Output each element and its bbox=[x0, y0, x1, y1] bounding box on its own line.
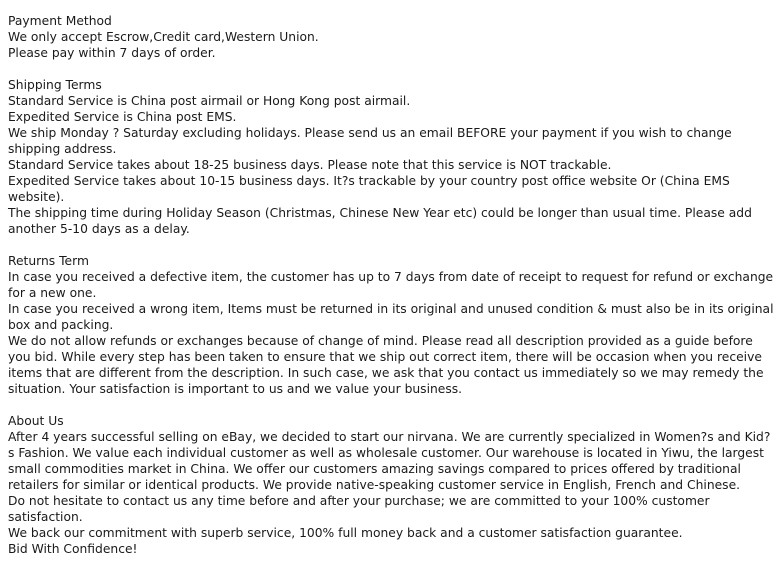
shipping-line: Standard Service takes about 18-25 business days. Please note that this service is NOT trackable. bbox=[8, 158, 612, 172]
payment-line: Please pay within 7 days of order. bbox=[8, 46, 216, 60]
returns-line: We do not allow refunds or exchanges because of change of mind. Please read all description provided as a guide before you bid. While every step has been taken to ensure that we ship out correct item, there will be occasion when you receive items that are different from the description. In such case, we ask that you contact us immediately so we may remedy the situation. Your satisfaction is important to us and we value your business. bbox=[8, 334, 764, 396]
about-line: We back our commitment with superb service, 100% full money back and a customer satisfaction guarantee. bbox=[8, 526, 683, 540]
shipping-line: Standard Service is China post airmail or Hong Kong post airmail. bbox=[8, 94, 411, 108]
returns-term-section bbox=[8, 253, 774, 397]
about-us-section bbox=[8, 413, 774, 557]
about-line: Bid With Confidence! bbox=[8, 542, 138, 556]
policy-document bbox=[8, 13, 774, 573]
shipping-line: We ship Monday ? Saturday excluding holidays. Please send us an email BEFORE your payment if you wish to change shipping address. bbox=[8, 126, 732, 156]
about-line: After 4 years successful selling on eBay, we decided to start our nirvana. We are currently specialized in Women?s and Kid?s Fashion. We value each individual customer as well as wholesale customer. Our warehouse is located in Yiwu, the largest small commodities market in China. We offer our customers amazing savings compared to prices offered by traditional retailers for similar or identical products. We provide native-speaking customer service in English, French and Chinese. bbox=[8, 430, 771, 492]
shipping-terms-section bbox=[8, 77, 774, 237]
shipping-terms-heading: Shipping Terms bbox=[8, 78, 102, 92]
payment-method-section bbox=[8, 13, 774, 61]
shipping-line: Expedited Service takes about 10-15 business days. It?s trackable by your country post office website Or (China EMS website). bbox=[8, 174, 730, 204]
payment-line: We only accept Escrow,Credit card,Western Union. bbox=[8, 30, 319, 44]
returns-term-heading: Returns Term bbox=[8, 254, 89, 268]
about-line: Do not hesitate to contact us any time before and after your purchase; we are committed to your 100% customer satisfaction. bbox=[8, 494, 710, 524]
about-us-heading: About Us bbox=[8, 414, 64, 428]
returns-line: In case you received a wrong item, Items must be returned in its original and unused condition & must also be in its original box and packing. bbox=[8, 302, 774, 332]
shipping-line: The shipping time during Holiday Season (Christmas, Chinese New Year etc) could be longer than usual time. Please add another 5-10 days as a delay. bbox=[8, 206, 752, 236]
shipping-line: Expedited Service is China post EMS. bbox=[8, 110, 237, 124]
payment-method-heading: Payment Method bbox=[8, 14, 112, 28]
returns-line: In case you received a defective item, the customer has up to 7 days from date of receipt to request for refund or exchange for a new one. bbox=[8, 270, 774, 300]
